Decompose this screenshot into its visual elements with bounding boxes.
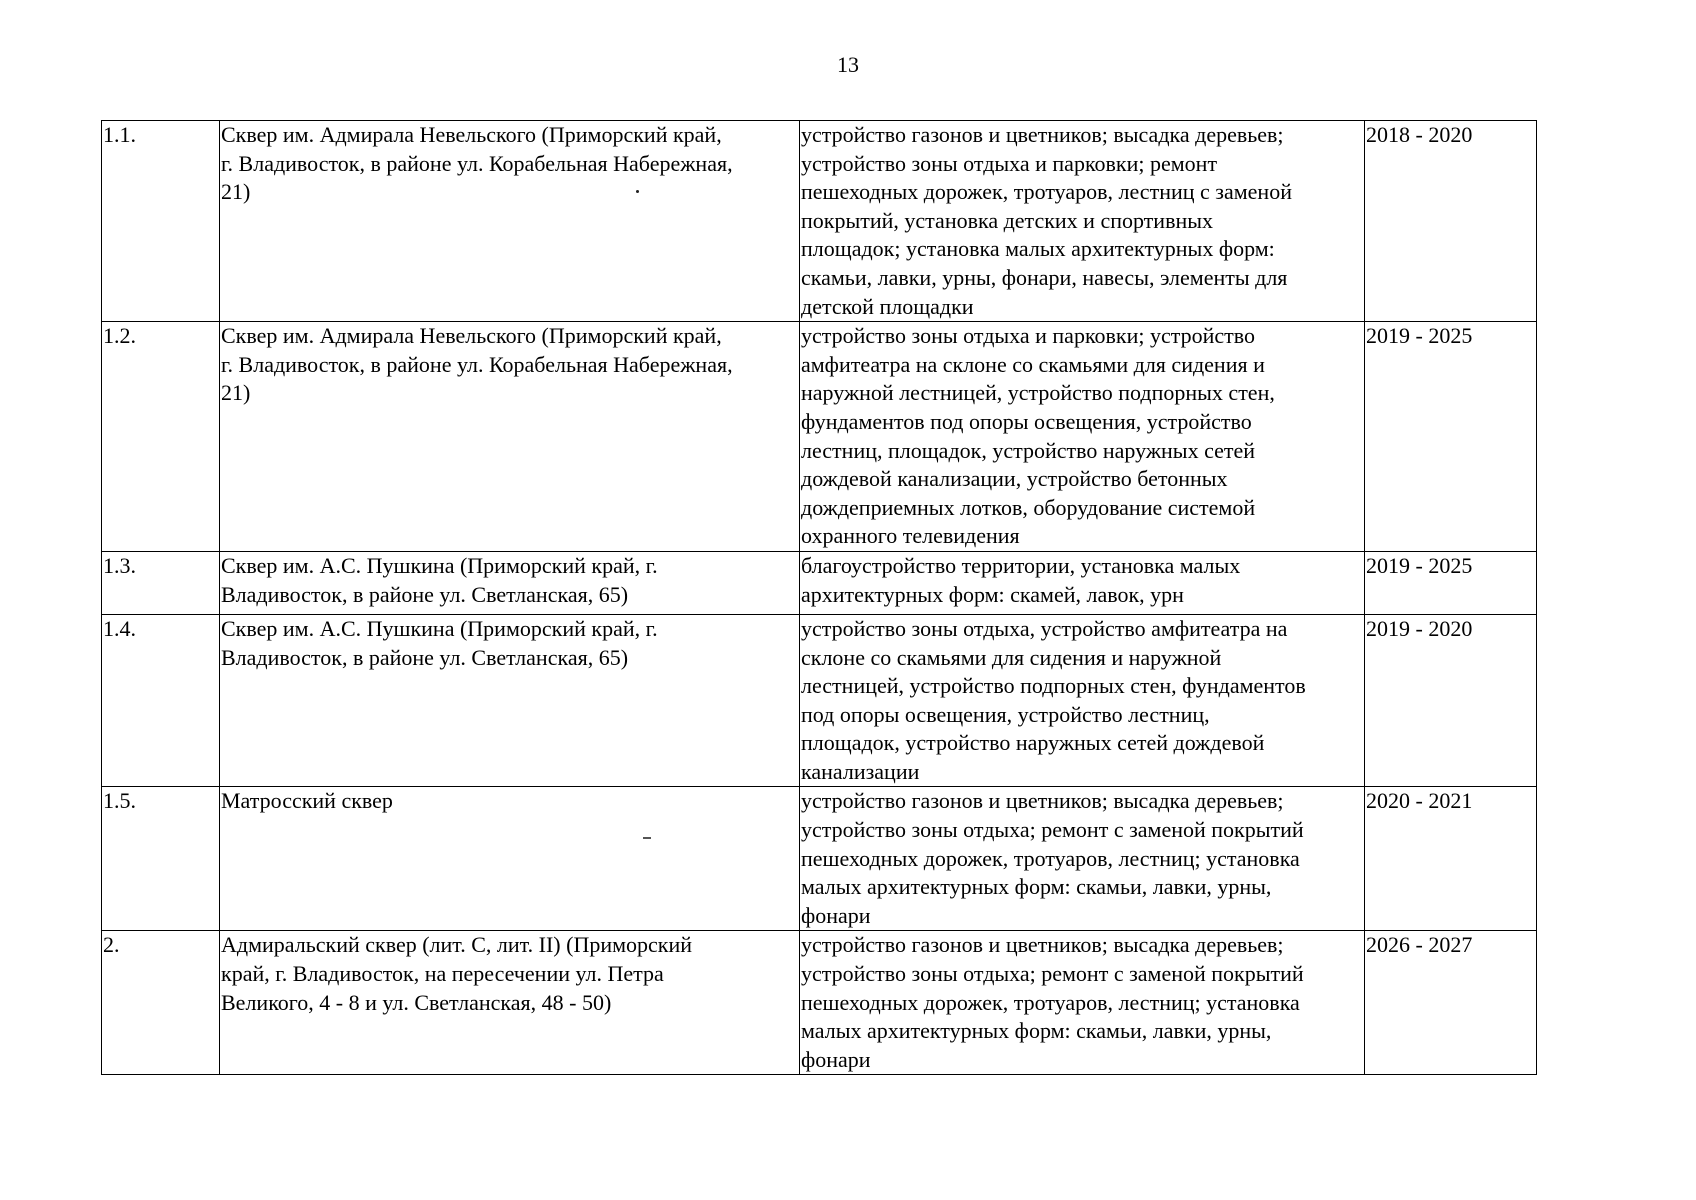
work-description-cell: устройство газонов и цветников; высадка деревьев; устройство зоны отдыха; ремонт с заменой покрытий пешеходных дорожек, тротуаров, лестниц; установка малых архитектурных форм: скамьи, лавки, урны, фонари bbox=[800, 931, 1365, 1075]
period-cell: 2019 - 2025 bbox=[1365, 322, 1537, 552]
period-cell: 2019 - 2020 bbox=[1365, 614, 1537, 787]
work-description-cell: устройство зоны отдыха и парковки; устройство амфитеатра на склоне со скамьями для сидения и наружной лестницей, устройство подпорных стен, фундаментов под опоры освещения, устройство лестниц, площадок, устройство наружных сетей дождевой канализации, устройство бетонных дождеприемных лотков, оборудование системой охранного телевидения bbox=[800, 322, 1365, 552]
works-table bbox=[101, 120, 1537, 1075]
object-name-cell: Адмиральский сквер (лит. С, лит. II) (Приморский край, г. Владивосток, на пересечении ул. Петра Великого, 4 - 8 и ул. Светланская, 48 - 50) bbox=[220, 931, 800, 1075]
row-number-cell: 1.1. bbox=[102, 121, 220, 322]
object-name-cell: Сквер им. Адмирала Невельского (Приморский край, г. Владивосток, в районе ул. Корабельная Набережная, 21) bbox=[220, 322, 800, 552]
period-cell: 2020 - 2021 bbox=[1365, 787, 1537, 931]
object-name-cell: Сквер им. А.С. Пушкина (Приморский край, г. Владивосток, в районе ул. Светланская, 65) bbox=[220, 614, 800, 787]
table-row bbox=[102, 787, 1537, 931]
table-row bbox=[102, 551, 1537, 614]
scan-dash bbox=[643, 837, 651, 839]
object-name-cell: Сквер им. Адмирала Невельского (Приморский край, г. Владивосток, в районе ул. Корабельная Набережная, 21) bbox=[220, 121, 800, 322]
work-description-cell: устройство газонов и цветников; высадка деревьев; устройство зоны отдыха; ремонт с заменой покрытий пешеходных дорожек, тротуаров, лестниц; установка малых архитектурных форм: скамьи, лавки, урны, фонари bbox=[800, 787, 1365, 931]
scan-speck bbox=[636, 190, 639, 193]
object-name-cell: Сквер им. А.С. Пушкина (Приморский край, г. Владивосток, в районе ул. Светланская, 65) bbox=[220, 551, 800, 614]
table-row bbox=[102, 931, 1537, 1075]
table-row bbox=[102, 614, 1537, 787]
object-name-cell: Матросский сквер bbox=[220, 787, 800, 931]
row-number-cell: 1.3. bbox=[102, 551, 220, 614]
row-number-cell: 1.5. bbox=[102, 787, 220, 931]
table-row bbox=[102, 121, 1537, 322]
row-number-cell: 1.4. bbox=[102, 614, 220, 787]
row-number-cell: 2. bbox=[102, 931, 220, 1075]
period-cell: 2026 - 2027 bbox=[1365, 931, 1537, 1075]
page-number: 13 bbox=[837, 52, 859, 77]
work-description-cell: устройство зоны отдыха, устройство амфитеатра на склоне со скамьями для сидения и наружной лестницей, устройство подпорных стен, фундаментов под опоры освещения, устройство лестниц, площадок, устройство наружных сетей дождевой канализации bbox=[800, 614, 1365, 787]
period-cell: 2018 - 2020 bbox=[1365, 121, 1537, 322]
table-row bbox=[102, 322, 1537, 552]
row-number-cell: 1.2. bbox=[102, 322, 220, 552]
work-description-cell: благоустройство территории, установка малых архитектурных форм: скамей, лавок, урн bbox=[800, 551, 1365, 614]
work-description-cell: устройство газонов и цветников; высадка деревьев; устройство зоны отдыха и парковки; ремонт пешеходных дорожек, тротуаров, лестниц с заменой покрытий, установка детских и спортивных площадок; установка малых архитектурных форм: скамьи, лавки, урны, фонари, навесы, элементы для детской площадки bbox=[800, 121, 1365, 322]
period-cell: 2019 - 2025 bbox=[1365, 551, 1537, 614]
